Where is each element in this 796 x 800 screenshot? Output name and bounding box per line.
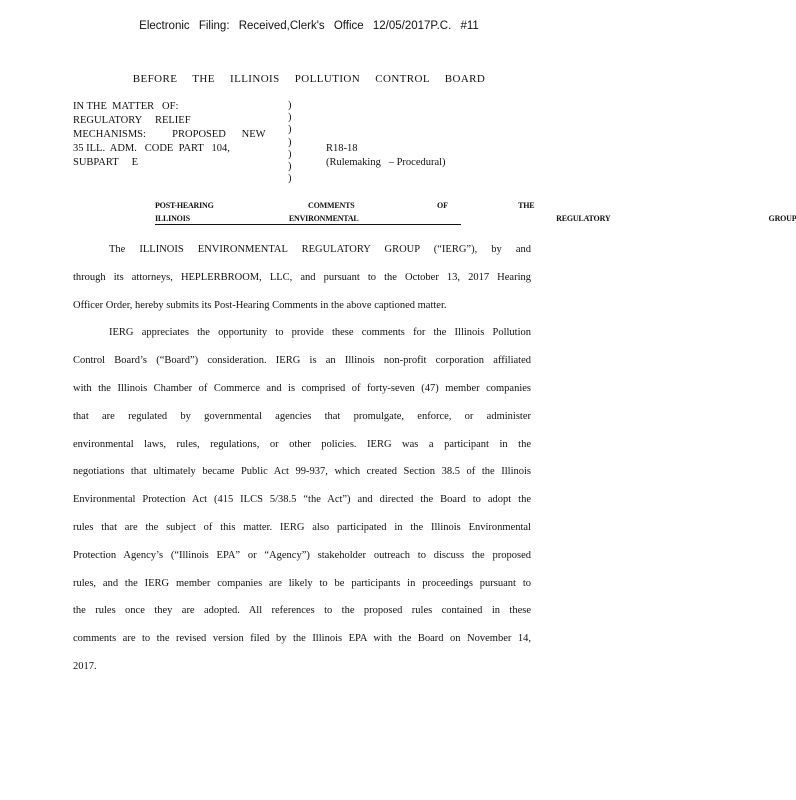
paren: ) [288, 100, 292, 111]
comments-heading-line-2: ILLINOIS ENVIRONMENTAL REGULATORY GROUP [155, 214, 796, 223]
board-title: BEFORE THE ILLINOIS POLLUTION CONTROL BOARD [132, 73, 486, 85]
body-line: that are regulated by governmental agencies that promulgate, enforce, or administer [73, 410, 531, 422]
body-line: rules that are the subject of this matter. IERG also participated in the Illinois Environmental [73, 521, 531, 533]
body-line: Control Board’s (“Board”) consideration. IERG is an Illinois non-profit corporation affiliated [73, 355, 531, 367]
filing-stamp-header: Electronic Filing: Received,Clerk's Office 12/05/2017P.C. #11 [139, 20, 479, 32]
caption-docket [326, 142, 496, 170]
paren: ) [288, 112, 292, 124]
docket-number: R18-18 [326, 143, 358, 154]
caption-line: 35 ILL. ADM. CODE PART 104, [73, 143, 230, 154]
comments-heading-line-1: POST-HEARING COMMENTS OF THE [155, 201, 535, 210]
body-line: negotiations that ultimately became Public Act 99-937, which created Section 38.5 of the Illinois [73, 466, 531, 478]
body-line: The ILLINOIS ENVIRONMENTAL REGULATORY GROUP (“IERG”), by and [109, 244, 531, 255]
caption-matter [73, 100, 266, 170]
body-line: environmental laws, rules, regulations, or other policies. IERG was a participant in the [73, 438, 531, 450]
body-line: with the Illinois Chamber of Commerce and is comprised of forty-seven (47) member companies [73, 382, 531, 394]
body-text [73, 236, 531, 681]
caption-parentheses [288, 100, 298, 185]
body-line: rules, and the IERG member companies are likely to be participants in proceedings pursuant to [73, 577, 531, 589]
docket-type: (Rulemaking – Procedural) [326, 157, 446, 168]
body-line: the rules once they are adopted. All references to the proposed rules contained in these [73, 605, 531, 617]
paren: ) [288, 148, 292, 160]
caption-line: REGULATORY RELIEF [73, 115, 191, 126]
paren: ) [288, 124, 292, 136]
caption-line: IN THE MATTER OF: [73, 101, 179, 112]
body-line: Environmental Protection Act (415 ILCS 5/38.5 “the Act”) and directed the Board to adopt the [73, 494, 531, 506]
body-line: Protection Agency’s (“Illinois EPA” or “Agency”) stakeholder outreach to discuss the proposed [73, 549, 531, 561]
body-line: Officer Order, hereby submits its Post-Hearing Comments in the above captioned matter. [73, 299, 447, 311]
paren: ) [288, 136, 292, 148]
body-line: comments are to the revised version filed by the Illinois EPA with the Board on November 14, [73, 633, 531, 645]
paren: ) [288, 173, 292, 185]
caption-line: MECHANISMS: PROPOSED NEW [73, 129, 266, 140]
body-line: 2017. [73, 660, 97, 672]
paren: ) [288, 161, 292, 173]
body-line: IERG appreciates the opportunity to provide these comments for the Illinois Pollution [109, 327, 531, 339]
caption-line: SUBPART E [73, 157, 139, 168]
body-line: through its attorneys, HEPLERBROOM, LLC, and pursuant to the October 13, 2017 Hearing [73, 271, 531, 283]
